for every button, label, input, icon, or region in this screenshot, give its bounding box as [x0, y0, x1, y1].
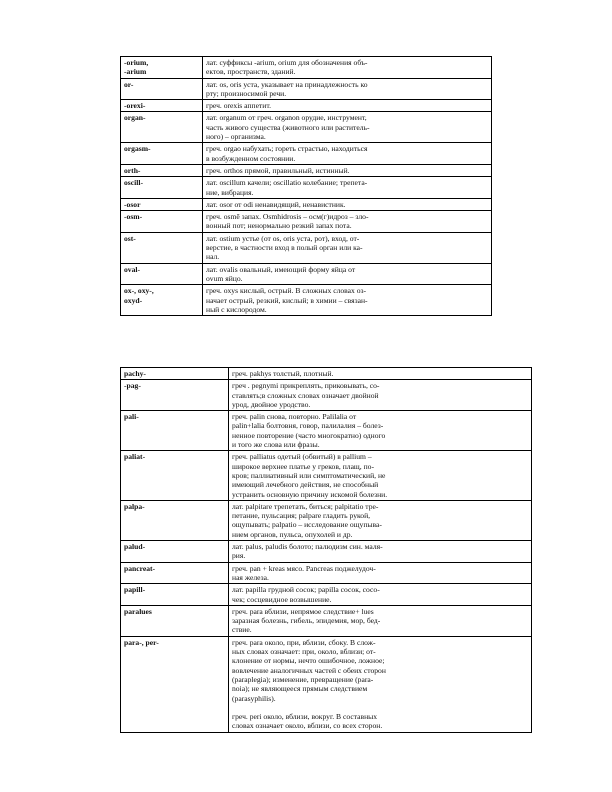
table-row — [121, 198, 492, 210]
definition-cell: лат. papilla грудной сосок; papilla сосок, сосо- чек; сосцевидное возвышение. — [229, 584, 532, 606]
term-cell: para-, per- — [121, 636, 229, 732]
definition-cell: лат. palus, paludis болото; палюдизм син. маля- рия. — [229, 541, 532, 563]
table-row — [121, 605, 532, 636]
glossary-table-1 — [120, 56, 492, 316]
definition-cell: лат. organum от греч. organon орудие, инструмент, часть живого существа (животного или раститель- ного) – организма. — [203, 112, 492, 143]
definition-cell: лат. oscillum качели; oscillatio колебание; трепета- ние, вибрация. — [203, 177, 492, 199]
definition-cell: греч. palliatus одетый (обвитый) в pallium – широкое верхнее платье у греков, плащ, по- кров; паллиативный или симптоматический, не имеющий лечебного действия, не способный устранить основную причину искомой болезни. — [229, 451, 532, 500]
term-cell: oscill- — [121, 177, 203, 199]
table-row — [121, 211, 492, 233]
table-row — [121, 164, 492, 176]
table-row — [121, 562, 532, 584]
term-cell: orgasm- — [121, 143, 203, 165]
term-cell: papill- — [121, 584, 229, 606]
table-row — [121, 57, 492, 79]
term-cell: palud- — [121, 541, 229, 563]
term-cell: orth- — [121, 164, 203, 176]
term-cell: paliat- — [121, 451, 229, 500]
definition-cell: греч. pakhys толстый, плотный. — [229, 368, 532, 380]
definition-cell: греч. para вблизи, непрямое следствие+ lues заразная болезнь, гибель, эпидемия, мор, бед- ствие. — [229, 605, 532, 636]
definition-cell: греч. oxys кислый, острый. В сложных словах оз- начает острый, резкий, кислый; в химии – связан- ный с кислородом. — [203, 285, 492, 316]
table-row — [121, 177, 492, 199]
table-row — [121, 285, 492, 316]
term-cell: or- — [121, 78, 203, 100]
term-cell: pali- — [121, 411, 229, 451]
table-row — [121, 380, 532, 411]
term-cell: -pag- — [121, 380, 229, 411]
term-cell: -osm- — [121, 211, 203, 233]
definition-cell: греч . pegnymi прикреплять, приковывать, со- ставлять;в сложных словах означает двойной урод, двойное уродство. — [229, 380, 532, 411]
definition-cell: греч. para около, при, вблизи, сбоку. В слож- ных словах означает: при, около, вблизи; от- клонение от нормы, нечто ошибочное, ложное; вовлечение аналогичных частей с обеих сторон (paraplegia); изменение, превращение (para- noia); не являющееся прямым следствием (parasyphilis). греч. peri около, вблизи, вокруг. В составных словах означает около, вблизи, со всех сторон. — [229, 636, 532, 732]
table-row — [121, 541, 532, 563]
definition-cell: лат. суффиксы -arium, orium для обозначения объ- ектов, пространств, зданий. — [203, 57, 492, 79]
term-cell: pancreat- — [121, 562, 229, 584]
table-row — [121, 636, 532, 732]
table-row — [121, 143, 492, 165]
term-cell: palpa- — [121, 500, 229, 540]
term-cell: oval- — [121, 263, 203, 285]
definition-cell: греч. orthos прямой, правильный, истинный. — [203, 164, 492, 176]
term-cell: -orexi- — [121, 100, 203, 112]
table-row — [121, 500, 532, 540]
table-row — [121, 112, 492, 143]
table-row — [121, 263, 492, 285]
term-cell: ost- — [121, 232, 203, 263]
term-cell: paralues — [121, 605, 229, 636]
term-cell: organ- — [121, 112, 203, 143]
definition-cell: лат. ostium устье (от os, oris уста, рот), вход, от- верстие, в частности вход в полый орган или ка- нал. — [203, 232, 492, 263]
table-row — [121, 78, 492, 100]
table-row — [121, 232, 492, 263]
definition-cell: греч. osmē запах. Osmhidrosis – осм(г)идроз – зло- вонный пот; ненормально резкий запах пота. — [203, 211, 492, 233]
definition-cell: лат. osor от odi ненавидящий, ненавистник. — [203, 198, 492, 210]
definition-cell: греч. orexis аппетит. — [203, 100, 492, 112]
term-cell: ox-, oxy-, oxyd- — [121, 285, 203, 316]
definition-cell: греч. pan + kreas мясо. Pancreas поджелудоч- ная железа. — [229, 562, 532, 584]
definition-cell: лат. palpitare трепетать, биться; palpitatio тре- петание, пульсация; palpare гладить рукой, ощупывать; palpatio – исследование ощупыва- нием органов, пульса, опухолей и др. — [229, 500, 532, 540]
definition-cell: лат. ovalis овальный, имеющий форму яйца от ovum яйцо. — [203, 263, 492, 285]
definition-cell: греч. palin снова, повторно. Palilalia от palin+lalia болтовня, говор, палилалия – болез- ненное повторение (часто многократно) одного и того же слова или фразы. — [229, 411, 532, 451]
table-row — [121, 100, 492, 112]
term-cell: pachy- — [121, 368, 229, 380]
table-row — [121, 451, 532, 500]
table-row — [121, 584, 532, 606]
table-row — [121, 368, 532, 380]
definition-cell: лат. os, oris уста, указывает на принадлежность ко рту; произносимой речи. — [203, 78, 492, 100]
table-row — [121, 411, 532, 451]
definition-cell: греч. orgao набухать; гореть страстью, находиться в возбужденном состоянии. — [203, 143, 492, 165]
term-cell: -orium, -arium — [121, 57, 203, 79]
glossary-table-2 — [120, 367, 532, 733]
term-cell: -osor — [121, 198, 203, 210]
